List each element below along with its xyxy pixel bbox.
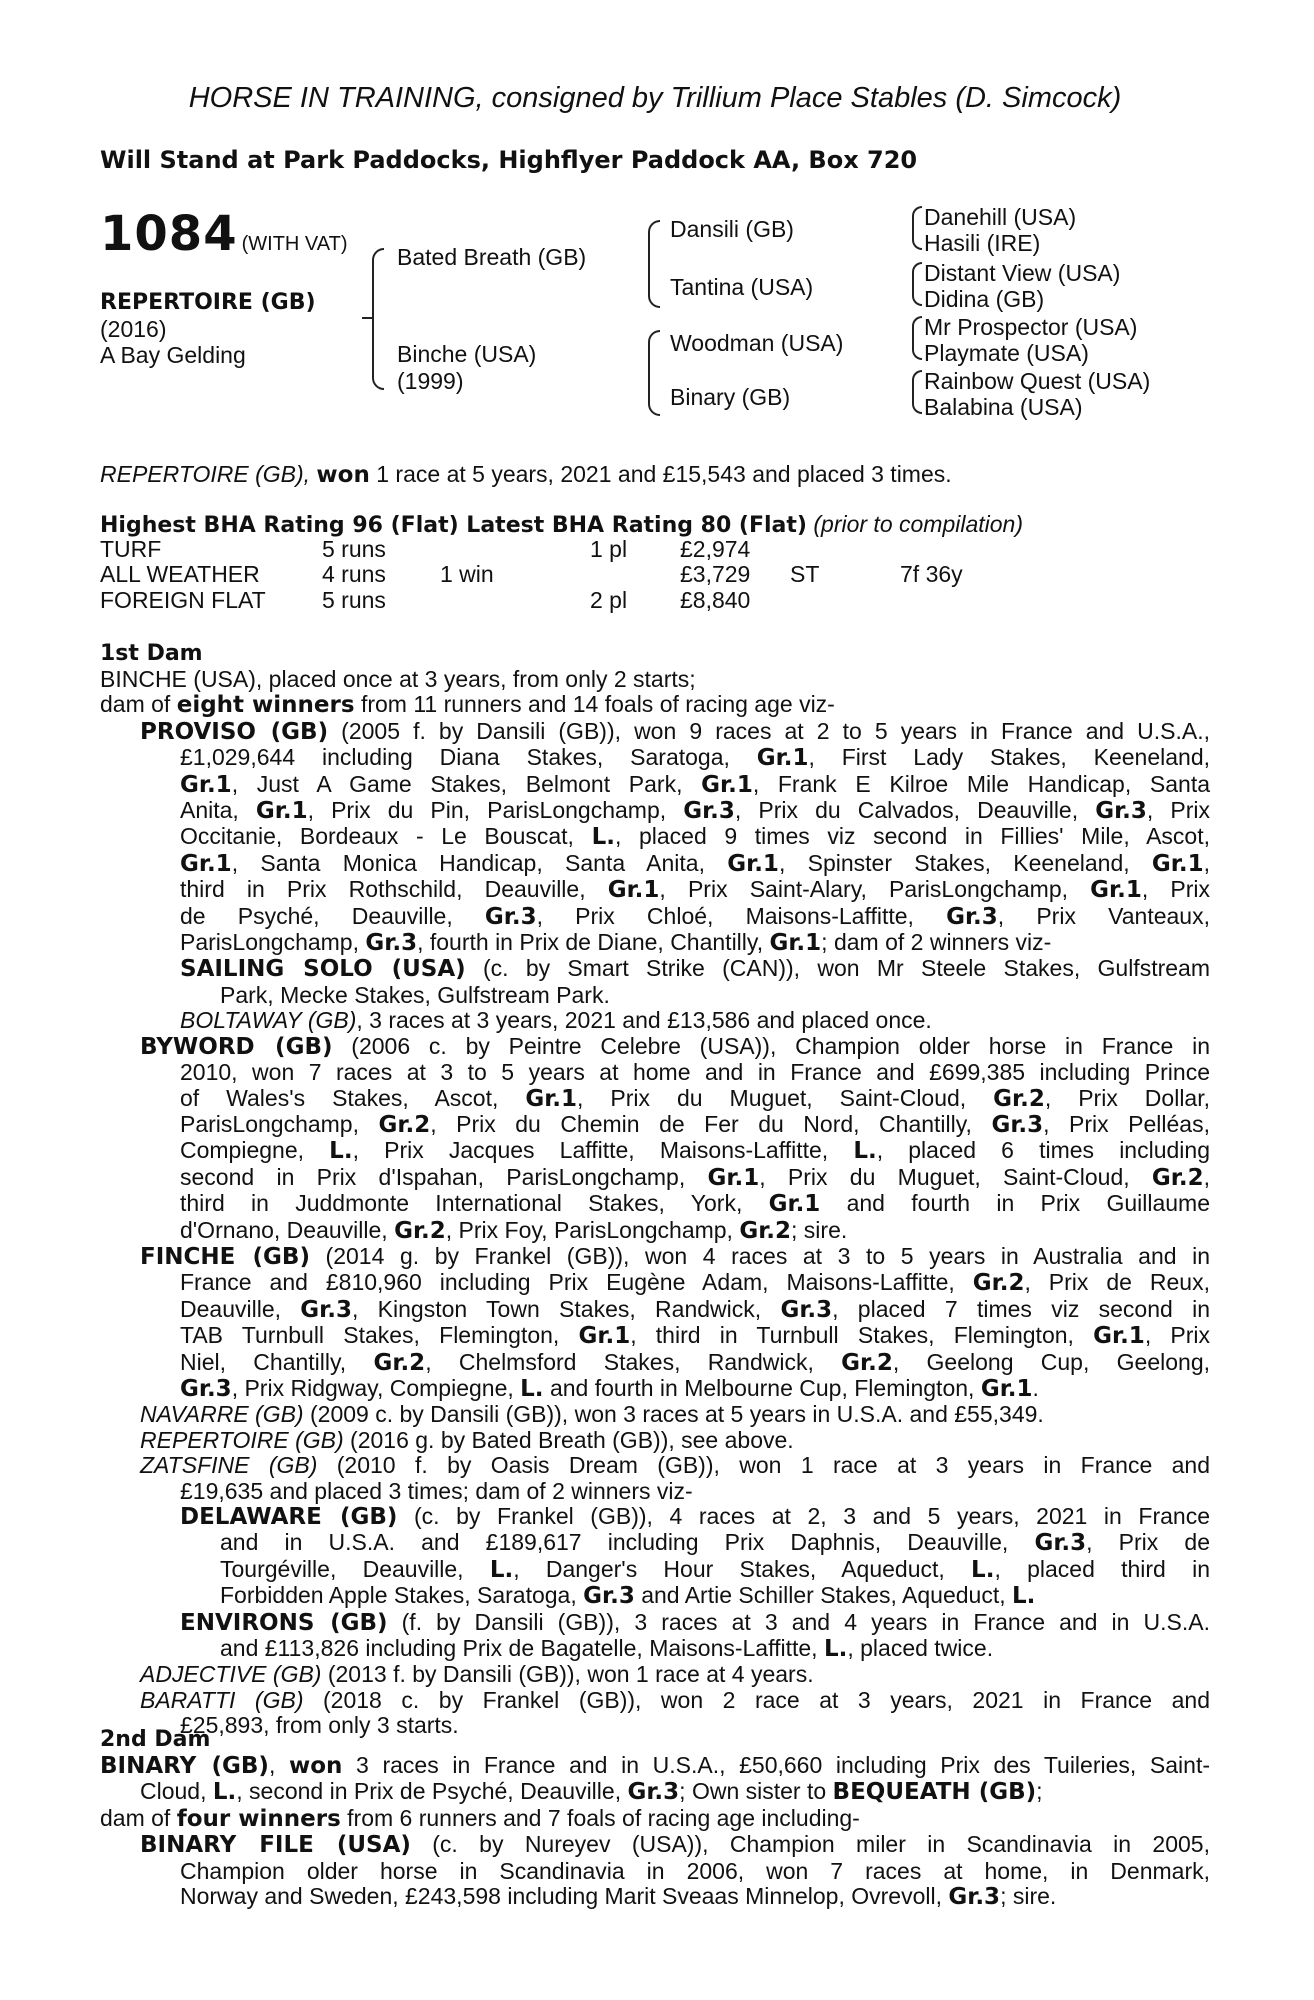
text-line — [180, 1270, 1210, 1296]
text-line — [140, 1832, 1210, 1858]
grand-ancestor-1: Danehill (USA) — [924, 204, 1077, 230]
text-run: Norway and Sweden, £243,598 including Marit Sveaas Minnelop, Ovrevoll, — [180, 1883, 949, 1910]
text-run: and fourth in Melbourne Cup, Flemington, — [543, 1374, 981, 1401]
grand-ancestor-3: Distant View (USA) — [924, 260, 1121, 286]
text-run: , Spinster Stakes, Keeneland, — [778, 849, 1152, 876]
ratings-cell-amount: £8,840 — [680, 586, 751, 613]
bold-text: Gr.3 — [948, 1884, 1001, 1911]
text-line — [180, 1610, 1210, 1636]
pedigree-brace-sire — [648, 220, 660, 308]
text-run: from 6 runners and 7 foals of racing age including- — [340, 1804, 860, 1831]
horse-description: A Bay Gelding — [100, 342, 246, 368]
first-dam-heading: 1st Dam — [100, 641, 203, 666]
bold-text: Gr.1 — [769, 930, 822, 957]
text-line — [140, 1779, 1210, 1805]
text-line — [180, 1008, 1210, 1033]
text-line — [180, 877, 1210, 903]
text-line — [180, 798, 1210, 824]
text-run: , Prix Jacques Laffitte, Maisons-Laffitte, — [352, 1137, 854, 1164]
text-run: , Just A Game Stakes, Belmont Park, — [231, 770, 702, 797]
text-line — [180, 1086, 1210, 1112]
page-title: HORSE IN TRAINING, consigned by Trillium Place Stables (D. Simcock) — [188, 82, 1122, 114]
ratings-cell-amount: £2,974 — [680, 536, 751, 562]
bold-text: Gr.1 — [768, 1191, 821, 1218]
text-run: , Prix du Muguet, Saint-Cloud, — [759, 1163, 1152, 1190]
bold-text: Gr.3 — [780, 1296, 833, 1323]
text-run: (2016 g. by Bated Breath (GB)), see above. — [343, 1426, 794, 1453]
text-line — [180, 1376, 1210, 1402]
pedigree-brace-g3 — [912, 316, 922, 360]
lot-number: 1084 — [100, 206, 238, 262]
ratings-note: (prior to compilation) — [813, 511, 1024, 537]
text-run: , Prix de — [1086, 1529, 1210, 1556]
bold-text: Gr.1 — [1093, 1323, 1145, 1350]
text-run: Tourgéville, Deauville, — [220, 1555, 490, 1582]
bold-text: Gr.3 — [627, 1779, 680, 1806]
text-run: , Prix du Chemin de Fer du Nord, Chantilly, — [430, 1110, 992, 1137]
bold-text: BINARY (GB) — [100, 1753, 269, 1779]
text-line — [220, 983, 1210, 1008]
italic-text: NAVARRE (GB) — [140, 1401, 304, 1428]
text-run: France and £810,960 including Prix Eugène Adam, Maisons-Laffitte, — [180, 1269, 973, 1296]
summary-horse-name: REPERTOIRE (GB), — [100, 461, 311, 487]
bold-text: Gr.1 — [578, 1323, 631, 1350]
horse-name: REPERTOIRE (GB) — [100, 290, 316, 315]
ratings-cell-wins: 1 win — [440, 561, 494, 588]
text-line — [100, 692, 1210, 718]
bold-text: L. — [1012, 1583, 1036, 1610]
text-run: £19,635 and placed 3 times; dam of 2 winners viz- — [180, 1477, 693, 1504]
pedigree-brace-g2 — [912, 262, 922, 306]
text-run: , placed twice. — [847, 1635, 994, 1662]
text-line — [100, 1753, 1210, 1779]
bold-text: Gr.1 — [727, 850, 779, 877]
ratings-row — [100, 588, 1210, 613]
text-line — [180, 824, 1210, 850]
text-run: and Artie Schiller Stakes, Aqueduct, — [634, 1582, 1012, 1609]
text-line — [180, 1297, 1210, 1323]
text-run: , Santa Monica Handicap, Santa Anita, — [231, 849, 728, 876]
grand-ancestor-6: Playmate (USA) — [924, 340, 1089, 366]
text-run: ParisLongchamp, — [180, 929, 366, 956]
text-line — [180, 1350, 1210, 1376]
text-run: (f. by Dansili (GB)), 3 races at 3 and 4 years in France and in U.S.A. — [387, 1608, 1210, 1635]
ratings-cell-pl: 1 pl — [590, 536, 628, 562]
text-line — [140, 1428, 1210, 1453]
race-summary — [100, 462, 1210, 488]
text-line — [220, 1557, 1210, 1583]
text-line — [180, 1479, 1210, 1504]
bold-text: BINARY FILE (USA) — [140, 1832, 411, 1859]
text-run: , First Lady Stakes, Keeneland, — [808, 744, 1210, 771]
text-line — [220, 1530, 1210, 1556]
text-run: 2010, won 7 races at 3 to 5 years at home and in France and £699,385 including Prince — [180, 1059, 1210, 1086]
text-run: ; sire. — [1000, 1883, 1057, 1910]
sire-name: Bated Breath (GB) — [397, 244, 587, 270]
text-run: of Wales's Stakes, Ascot, — [180, 1084, 526, 1111]
bold-text: Gr.2 — [1151, 1164, 1204, 1191]
ratings-row — [100, 562, 1210, 587]
text-run: . — [1032, 1374, 1039, 1401]
text-run: , Prix Chloé, Maisons-Laffitte, — [536, 902, 947, 929]
text-run: , placed 7 times viz second in — [832, 1295, 1210, 1322]
bold-text: Gr.3 — [300, 1296, 352, 1323]
text-run: Compiegne, — [180, 1137, 330, 1164]
text-line — [140, 1662, 1210, 1687]
bold-text: Gr.3 — [484, 903, 537, 930]
text-run: Anita, — [180, 797, 256, 824]
bold-text: Gr.3 — [180, 1375, 232, 1402]
text-line — [140, 1453, 1210, 1478]
bold-text: Gr.1 — [701, 771, 753, 798]
text-run: and £113,826 including Prix de Bagatelle, Maisons-Laffitte, — [220, 1635, 824, 1662]
text-line — [180, 1191, 1210, 1217]
bold-text: Gr.1 — [607, 877, 660, 904]
text-run: , Prix Foy, ParisLongchamp, — [445, 1216, 740, 1243]
text-run: d'Ornano, Deauville, — [180, 1216, 395, 1243]
bold-text: Gr.2 — [394, 1217, 446, 1244]
italic-text: BOLTAWAY (GB) — [180, 1007, 357, 1034]
text-run: ; Own sister to — [679, 1778, 833, 1805]
text-run: Forbidden Apple Stakes, Saratoga, — [220, 1582, 584, 1609]
text-run: 3 races in France and in U.S.A., £50,660 including Prix des Tuileries, Saint- — [342, 1752, 1211, 1778]
bold-text: L. — [520, 1375, 544, 1402]
pedigree-brace-main-tip — [362, 317, 372, 319]
text-run: , Prix Vanteaux, — [997, 902, 1210, 929]
text-line — [140, 1034, 1210, 1060]
pedigree-brace-dam — [648, 330, 660, 416]
bold-text: SAILING SOLO (USA) — [180, 956, 466, 983]
bold-text: L. — [853, 1138, 877, 1165]
text-run: , Prix — [1146, 797, 1210, 824]
text-run: , Chelmsford Stakes, Randwick, — [425, 1348, 842, 1375]
bold-text: Gr.3 — [946, 903, 998, 930]
ratings-cell-type: FOREIGN FLAT — [100, 586, 266, 613]
text-run: third in Prix Rothschild, Deauville, — [180, 876, 608, 903]
text-run: third in Juddmonte International Stakes, York, — [180, 1190, 769, 1217]
text-run: and fourth in Prix Guillaume — [820, 1190, 1210, 1217]
text-run: (2009 c. by Dansili (GB)), won 3 races at 5 years in U.S.A. and £55,349. — [303, 1401, 1044, 1428]
text-run: , Danger's Hour Stakes, Aqueduct, — [513, 1555, 972, 1582]
text-run: ; sire. — [791, 1216, 848, 1243]
text-run: second in Prix d'Ispahan, ParisLongchamp, — [180, 1163, 708, 1190]
text-run: (c. by Frankel (GB)), 4 races at 2, 3 and 5 years, 2021 in France — [397, 1503, 1210, 1529]
text-run: and in U.S.A. and £189,617 including Prix Daphnis, Deauville, — [220, 1529, 1035, 1556]
stand-location: Will Stand at Park Paddocks, Highflyer Paddock AA, Box 720 — [100, 146, 918, 174]
bold-text: DELAWARE (GB) — [180, 1504, 398, 1530]
italic-text: REPERTOIRE (GB) — [140, 1426, 344, 1453]
bold-text: Gr.3 — [365, 930, 418, 957]
text-run: , placed 9 times viz second in Fillies' Mile, Ascot, — [614, 823, 1210, 850]
text-run: , Prix Pelléas, — [1043, 1110, 1210, 1137]
text-line — [180, 1112, 1210, 1138]
text-run: , Prix — [1144, 1322, 1211, 1349]
bold-text: Gr.3 — [683, 798, 735, 825]
horse-year: (2016) — [100, 316, 167, 342]
text-run: , Prix du Muguet, Saint-Cloud, — [577, 1084, 994, 1111]
bold-text: won — [288, 1753, 343, 1779]
text-line — [180, 1165, 1210, 1191]
text-run: (2006 c. by Peintre Celebre (USA)), Champion older horse in France in — [332, 1032, 1210, 1059]
second-dam-heading: 2nd Dam — [100, 1727, 211, 1752]
text-run: , — [1203, 849, 1210, 876]
bold-text: Gr.1 — [525, 1085, 578, 1112]
text-line — [180, 1504, 1210, 1530]
text-run: Champion older horse in Scandinavia in 2006, won 7 races at home, in Denmark, — [180, 1857, 1210, 1884]
ratings-row — [100, 537, 1210, 562]
text-line — [180, 1859, 1210, 1884]
text-line — [180, 956, 1210, 982]
text-run: £1,029,644 including Diana Stakes, Saratoga, — [180, 744, 757, 771]
sire-dam-name: Tantina (USA) — [670, 274, 814, 300]
text-run: Occitanie, Bordeaux - Le Bouscat, — [180, 823, 592, 850]
text-run: Deauville, — [180, 1295, 301, 1322]
text-line — [180, 772, 1210, 798]
bold-text: Gr.3 — [1034, 1530, 1087, 1557]
summary-text: 1 race at 5 years, 2021 and £15,543 and placed 3 times. — [376, 461, 952, 487]
text-run: dam of — [100, 691, 177, 718]
text-run: TAB Turnbull Stakes, Flemington, — [180, 1322, 579, 1349]
text-line — [180, 1884, 1210, 1910]
first-dam-section — [100, 641, 1210, 1739]
grand-ancestor-7: Rainbow Quest (USA) — [924, 368, 1151, 394]
text-run: dam of — [100, 1804, 177, 1831]
bold-text: Gr.1 — [756, 745, 809, 772]
text-run: , Geelong Cup, Geelong, — [892, 1348, 1211, 1375]
grand-ancestor-5: Mr Prospector (USA) — [924, 314, 1138, 340]
first-dam-lines — [100, 667, 1210, 719]
grand-ancestor-2: Hasili (IRE) — [924, 230, 1041, 256]
text-run: ; dam of 2 winners viz- — [821, 929, 1052, 956]
text-run: , Prix du Pin, ParisLongchamp, — [307, 797, 684, 824]
bold-text: Gr.2 — [993, 1085, 1045, 1112]
text-line — [100, 1806, 1210, 1832]
text-run: , fourth in Prix de Diane, Chantilly, — [417, 929, 770, 956]
text-line — [140, 1402, 1210, 1427]
text-line — [220, 1583, 1210, 1609]
italic-text: BARATTI (GB) — [140, 1686, 304, 1713]
bold-text: Gr.2 — [373, 1349, 426, 1376]
text-run: (2018 c. by Frankel (GB)), won 2 race at 3 years, 2021 in France and — [303, 1686, 1210, 1713]
bold-text: Gr.2 — [841, 1349, 893, 1376]
bold-text: Gr.3 — [991, 1111, 1044, 1138]
ratings-title: Highest BHA Rating 96 (Flat) Latest BHA Rating 80 (Flat) — [100, 513, 807, 538]
bold-text: Gr.1 — [180, 850, 232, 877]
text-line — [140, 1688, 1210, 1713]
text-line — [180, 745, 1210, 771]
text-run: de Psyché, Deauville, — [180, 902, 485, 929]
text-line — [180, 1138, 1210, 1164]
ratings-cell-runs: 4 runs — [322, 561, 386, 588]
text-line — [100, 667, 1210, 692]
vat-label: (WITH VAT) — [241, 233, 348, 255]
bold-text: Gr.1 — [255, 798, 308, 825]
dam-sire-name: Woodman (USA) — [670, 330, 844, 356]
italic-text: ADJECTIVE (GB) — [140, 1661, 322, 1688]
dam-dam-name: Binary (GB) — [670, 384, 791, 410]
text-run: , Prix Saint-Alary, ParisLongchamp, — [659, 876, 1091, 903]
dam-name: Binche (USA) — [397, 341, 537, 367]
second-dam-produce — [100, 1753, 1210, 1910]
ratings-cell-runs: 5 runs — [322, 586, 386, 613]
text-run: (2014 g. by Frankel (GB)), won 4 races at 3 to 5 years in Australia and in — [309, 1242, 1210, 1269]
bold-text: Gr.2 — [972, 1270, 1025, 1297]
bold-text: FINCHE (GB) — [140, 1243, 310, 1270]
second-dam-section — [100, 1727, 1210, 1910]
bold-text: L. — [212, 1779, 237, 1806]
text-line — [180, 1218, 1210, 1244]
text-line — [180, 904, 1210, 930]
text-line — [140, 719, 1210, 745]
text-run: (c. by Nureyev (USA)), Champion miler in Scandinavia in 2005, — [410, 1831, 1210, 1858]
pedigree-brace-main — [372, 248, 384, 390]
text-run: Park, Mecke Stakes, Gulfstream Park. — [220, 981, 610, 1008]
bold-text: L. — [971, 1556, 995, 1583]
text-run: (2010 f. by Oasis Dream (GB)), won 1 race at 3 years in France and — [317, 1452, 1211, 1479]
text-run: , placed third in — [994, 1555, 1210, 1582]
text-run: , placed 6 times including — [876, 1137, 1210, 1164]
bold-text: Gr.3 — [1095, 798, 1147, 825]
text-run: Niel, Chantilly, — [180, 1348, 374, 1375]
text-line — [140, 1244, 1210, 1270]
ratings-cell-amount: £3,729 — [680, 561, 751, 588]
bold-text: Gr.1 — [1151, 850, 1204, 877]
first-dam-produce — [100, 719, 1210, 1739]
text-run: ; — [1036, 1778, 1043, 1805]
italic-text: ZATSFINE (GB) — [140, 1452, 318, 1479]
text-run: Cloud, — [140, 1778, 213, 1805]
grand-ancestor-4: Didina (GB) — [924, 286, 1045, 312]
ratings-cell-st: ST — [790, 561, 820, 588]
pedigree-brace-g4 — [912, 370, 922, 414]
lot-number-block — [100, 206, 348, 262]
text-line — [180, 851, 1210, 877]
text-run: (2013 f. by Dansili (GB)), won 1 race at 4 years. — [321, 1661, 814, 1688]
text-run: , Prix — [1141, 876, 1210, 903]
bold-text: L. — [329, 1138, 353, 1165]
text-run: (2005 f. by Dansili (GB)), won 9 races at 2 to 5 years in France and U.S.A., — [328, 717, 1210, 744]
bold-text: Gr.1 — [980, 1375, 1033, 1402]
ratings-heading — [100, 512, 1210, 538]
text-line — [220, 1636, 1210, 1662]
text-run: BINCHE (USA), placed once at 3 years, from only 2 starts; — [100, 666, 696, 692]
bold-text: Gr.1 — [180, 771, 232, 798]
text-run: , second in Prix de Psyché, Deauville, — [236, 1778, 628, 1805]
text-run: from 11 runners and 14 foals of racing age viz- — [354, 691, 835, 718]
text-line — [180, 1060, 1210, 1085]
text-run: , Prix de Reux, — [1024, 1269, 1210, 1296]
text-run: , Kingston Town Stakes, Randwick, — [351, 1295, 781, 1322]
text-run: , 3 races at 3 years, 2021 and £13,586 and placed once. — [356, 1007, 932, 1034]
summary-won: won — [316, 462, 370, 488]
text-run: , third in Turnbull Stakes, Flemington, — [630, 1322, 1094, 1349]
dam-year: (1999) — [397, 368, 464, 394]
grand-ancestor-8: Balabina (USA) — [924, 394, 1083, 420]
text-run: (c. by Smart Strike (CAN)), won Mr Steele Stakes, Gulfstream — [465, 955, 1210, 982]
bold-text: four winners — [176, 1805, 341, 1832]
bold-text: Gr.1 — [707, 1164, 760, 1191]
text-line — [180, 1323, 1210, 1349]
ratings-cell-runs: 5 runs — [322, 536, 386, 562]
bold-text: L. — [823, 1636, 848, 1663]
bold-text: Gr.2 — [739, 1217, 792, 1244]
sire-sire-name: Dansili (GB) — [670, 216, 794, 242]
text-run: , Prix Ridgway, Compiegne, — [231, 1374, 521, 1401]
bold-text: L. — [591, 824, 615, 851]
pedigree-brace-g1 — [912, 206, 922, 250]
bold-text: BEQUEATH (GB) — [832, 1779, 1037, 1806]
text-run: , Frank E Kilroe Mile Handicap, Santa — [752, 770, 1211, 797]
text-run: , — [1203, 1163, 1210, 1190]
ratings-table — [100, 537, 1210, 613]
bold-text: Gr.2 — [378, 1111, 431, 1138]
text-run: £25,893, from only 3 starts. — [180, 1712, 459, 1739]
ratings-cell-type: ALL WEATHER — [100, 561, 260, 588]
bold-text: Gr.1 — [1090, 877, 1142, 904]
ratings-cell-type: TURF — [100, 536, 162, 562]
bold-text: L. — [489, 1556, 514, 1583]
bold-text: Gr.3 — [583, 1583, 635, 1610]
bold-text: ENVIRONS (GB) — [180, 1609, 388, 1636]
ratings-cell-dist: 7f 36y — [900, 561, 963, 588]
bold-text: BYWORD (GB) — [140, 1033, 333, 1060]
bold-text: eight winners — [176, 692, 355, 719]
text-run: ParisLongchamp, — [180, 1110, 379, 1137]
ratings-cell-pl: 2 pl — [590, 586, 628, 613]
text-run: , — [268, 1752, 289, 1778]
text-run: , Prix du Calvados, Deauville, — [734, 797, 1096, 824]
text-run: , Prix Dollar, — [1044, 1084, 1210, 1111]
bold-text: PROVISO (GB) — [140, 718, 329, 745]
text-line — [180, 930, 1210, 956]
